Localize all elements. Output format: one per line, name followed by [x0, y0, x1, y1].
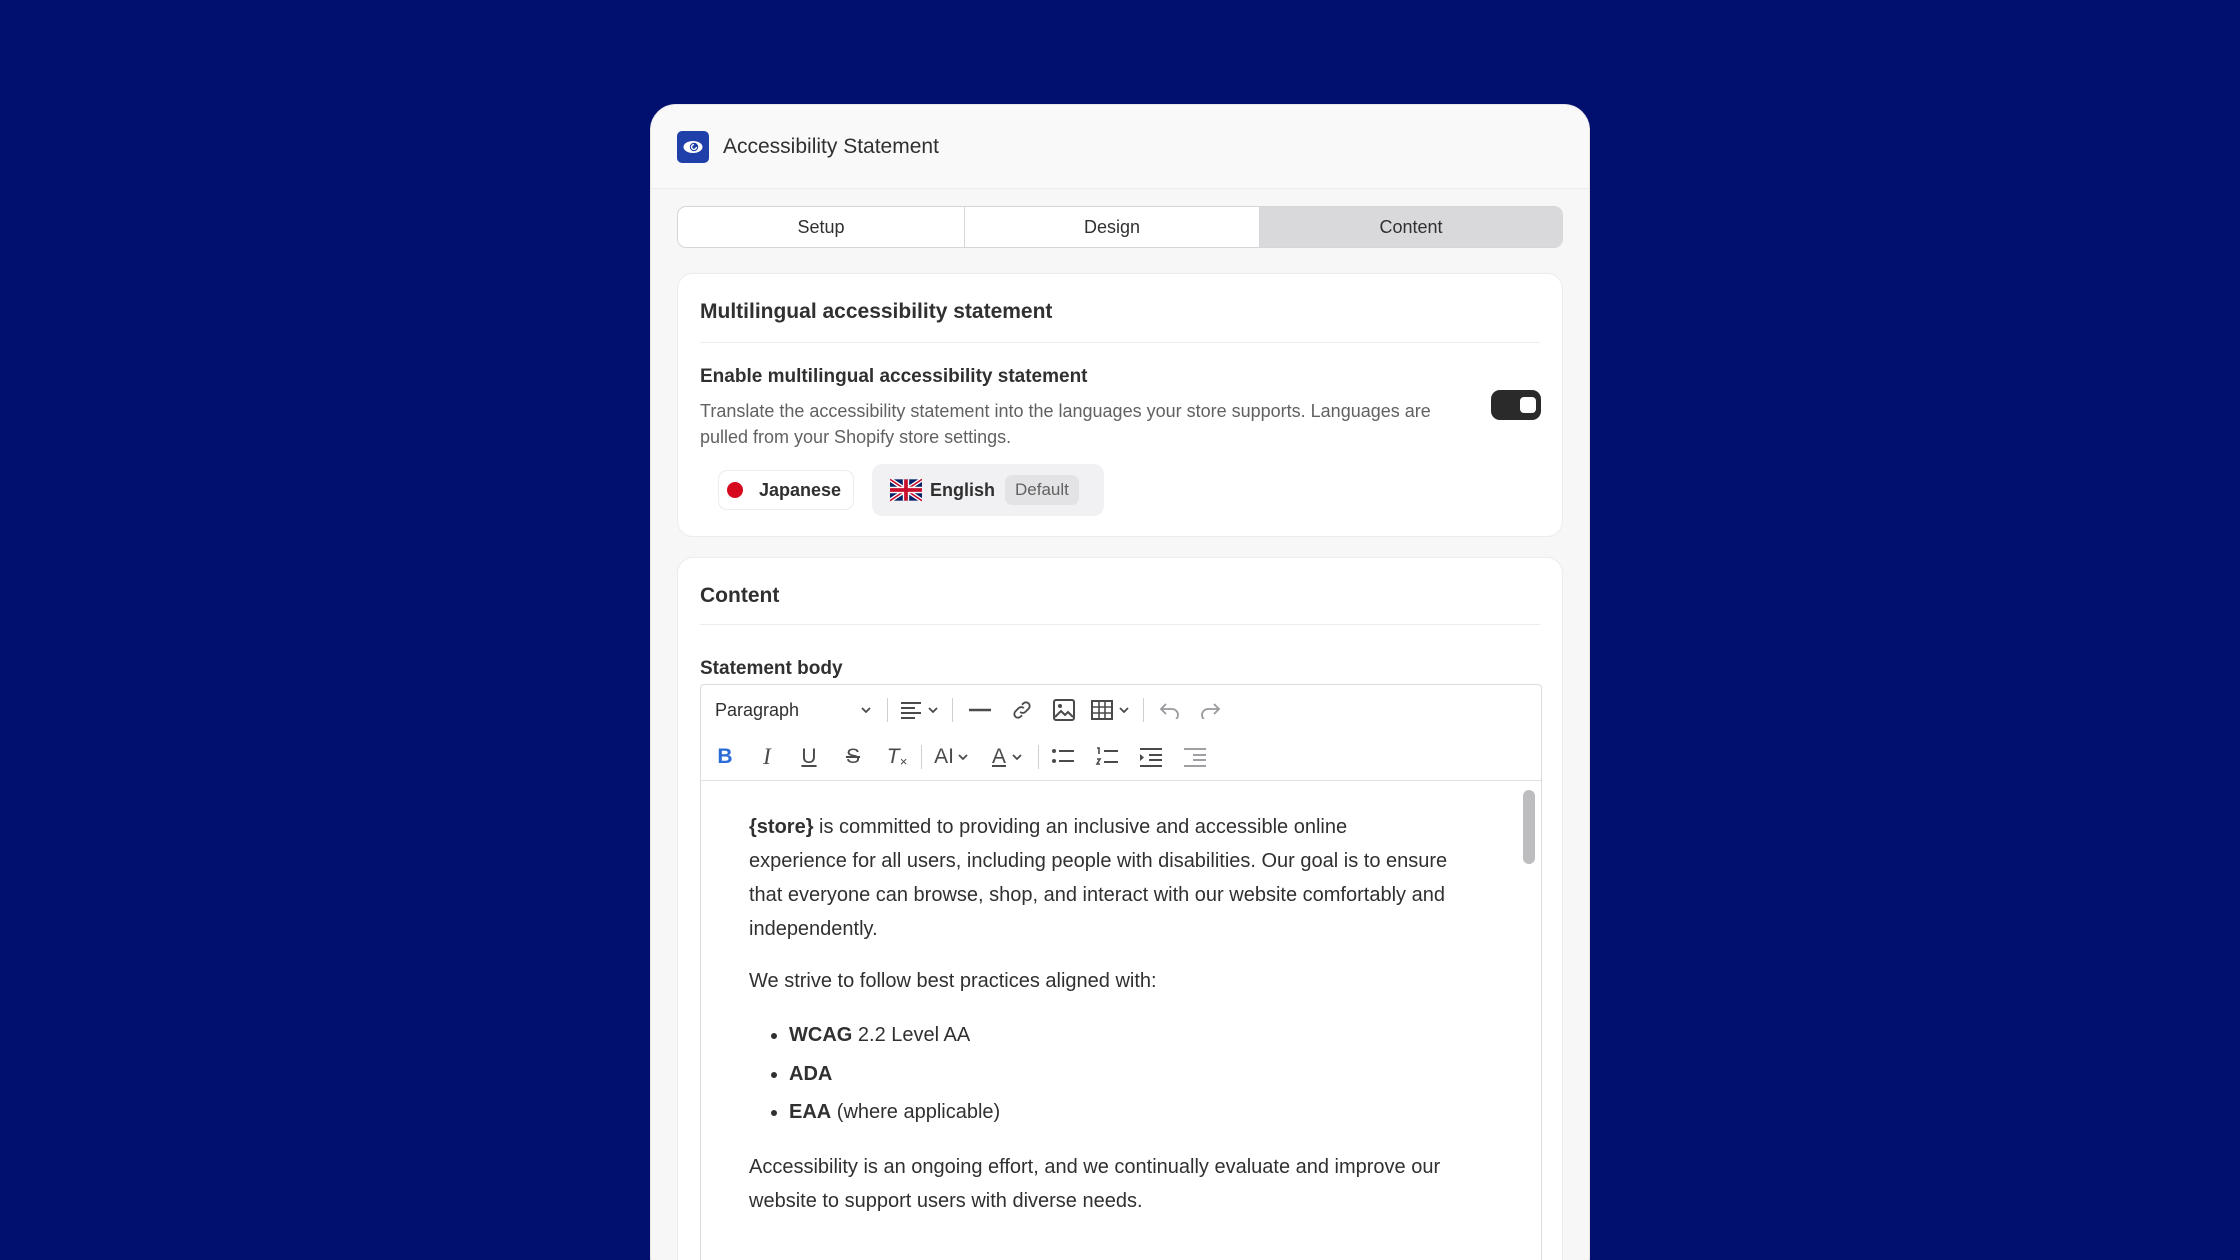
chevron-down-icon: [1010, 750, 1024, 764]
multilingual-option-title: Enable multilingual accessibility statement: [700, 366, 1088, 387]
outdent-button[interactable]: [1173, 739, 1217, 775]
language-chip-english[interactable]: [872, 464, 1104, 516]
outdent-icon: [1183, 747, 1207, 767]
chevron-down-icon: [1117, 703, 1131, 717]
store-placeholder: {store}: [749, 816, 814, 838]
horizontal-rule-icon: [969, 708, 991, 712]
undo-icon: [1159, 701, 1181, 719]
paragraph-select[interactable]: [701, 692, 881, 728]
app-panel: [650, 104, 1590, 1260]
bullet-list-button[interactable]: [1041, 739, 1085, 775]
align-dropdown[interactable]: [894, 692, 946, 728]
jp-flag-icon: [727, 482, 743, 498]
content-card: [677, 557, 1563, 1260]
editor-scrollbar[interactable]: [1523, 790, 1535, 864]
horizontal-rule-button[interactable]: [959, 692, 1001, 728]
numbered-list-button[interactable]: [1085, 739, 1129, 775]
undo-button[interactable]: [1150, 692, 1190, 728]
font-size-dropdown[interactable]: [924, 739, 980, 775]
toolbar-row-2: [701, 737, 1217, 777]
toolbar-row-1: [701, 690, 1230, 730]
app-title: Accessibility Statement: [723, 134, 939, 158]
strikethrough-button[interactable]: S: [845, 745, 860, 768]
paragraph: We strive to follow best practices aligned with:: [749, 970, 1157, 992]
paragraph: [749, 810, 1449, 946]
multilingual-title: Multilingual accessibility statement: [700, 300, 1053, 323]
font-size-label: AI: [934, 745, 954, 768]
insert-image-button[interactable]: [1043, 692, 1085, 728]
editor-content-area[interactable]: [701, 782, 1541, 1260]
multilingual-toggle[interactable]: [1491, 390, 1541, 420]
underline-button[interactable]: U: [801, 745, 817, 768]
toolbar-separator: [921, 745, 922, 769]
eye-logo-icon: [677, 131, 709, 163]
italic-button[interactable]: I: [763, 744, 771, 769]
numbered-list-icon: [1095, 746, 1119, 768]
app-header: [651, 105, 1589, 189]
standards-list: [789, 1016, 1449, 1132]
list-item-text: 2.2 Level AA: [852, 1024, 971, 1046]
tab-design[interactable]: Design: [965, 207, 1260, 247]
toolbar-separator: [952, 698, 953, 722]
align-left-icon: [900, 701, 922, 719]
divider: [700, 342, 1540, 343]
chevron-down-icon: [859, 703, 873, 717]
redo-button[interactable]: [1190, 692, 1230, 728]
list-item-text: (where applicable): [831, 1101, 1001, 1123]
editor-toolbar: [701, 685, 1541, 781]
toolbar-separator: [1143, 698, 1144, 722]
language-name: English: [930, 479, 996, 500]
tab-content[interactable]: Content: [1260, 207, 1562, 247]
link-icon: [1011, 699, 1033, 721]
multilingual-option-description: Translate the accessibility statement into the languages your store supports. Languages are pulled from your Shopify store settings.: [700, 401, 1431, 447]
statement-body-text: [749, 810, 1449, 1236]
multilingual-card: [677, 273, 1563, 537]
font-color-dropdown[interactable]: [980, 739, 1036, 775]
link-button[interactable]: [1001, 692, 1043, 728]
divider: [700, 624, 1540, 625]
toggle-knob: [1520, 397, 1536, 413]
clear-format-label: T: [886, 745, 900, 768]
font-color-label: A: [991, 745, 1006, 768]
language-name: Japanese: [759, 479, 842, 500]
list-item: [789, 1055, 1449, 1094]
content-title: Content: [700, 584, 780, 607]
tab-setup[interactable]: Setup: [678, 207, 965, 247]
list-item-strong: EAA: [789, 1101, 832, 1123]
table-dropdown[interactable]: [1085, 692, 1137, 728]
rich-text-editor: [700, 684, 1542, 1260]
redo-icon: [1199, 701, 1221, 719]
list-item-strong: ADA: [789, 1062, 833, 1085]
chevron-down-icon: [926, 703, 940, 717]
language-chip-japanese[interactable]: [718, 470, 854, 510]
indent-icon: [1139, 747, 1163, 767]
uk-flag-icon: [890, 478, 922, 502]
paragraph: Accessibility is an ongoing effort, and we continually evaluate and improve our website to support users with diverse needs.: [749, 1155, 1441, 1212]
toolbar-separator: [1038, 745, 1039, 769]
clear-format-icon: ×: [899, 754, 908, 769]
list-item-strong: WCAG: [789, 1024, 853, 1046]
table-icon: [1091, 699, 1113, 721]
tab-bar: [677, 206, 1563, 248]
indent-button[interactable]: [1129, 739, 1173, 775]
paragraph-select-value: Paragraph: [715, 699, 800, 720]
bullet-list-icon: [1051, 747, 1075, 767]
statement-body-label: Statement body: [700, 658, 843, 679]
toolbar-separator: [887, 698, 888, 722]
clear-format-button[interactable]: [875, 739, 919, 775]
default-badge: Default: [1005, 475, 1079, 505]
bold-button[interactable]: B: [717, 745, 733, 768]
list-item: [789, 1093, 1449, 1132]
chevron-down-icon: [956, 750, 970, 764]
list-item: [789, 1016, 1449, 1055]
image-icon: [1052, 698, 1076, 722]
paragraph-text: is committed to providing an inclusive and accessible online experience for all users, including people with disabilities. Our goal is to ensure that everyone can browse, shop, and interact with our website comfortably and independently.: [749, 816, 1448, 940]
